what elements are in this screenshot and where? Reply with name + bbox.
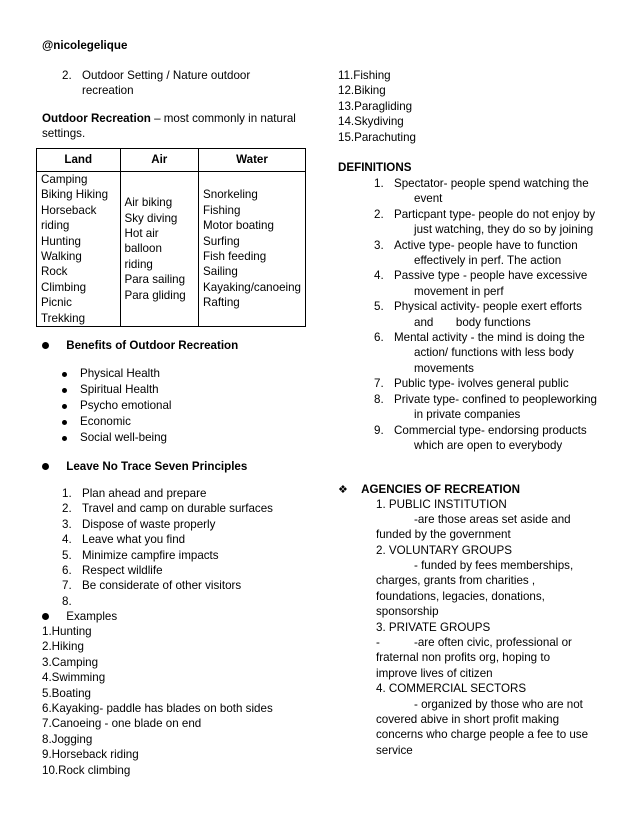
list-item: 7.Canoeing - one blade on end (42, 717, 202, 731)
agency-private-line1: -are often civic, professional or (414, 636, 572, 649)
water-item: Fishing (203, 203, 241, 217)
bullet-icon (42, 342, 49, 349)
agency-commercial-head: 4. COMMERCIAL SECTORS (376, 682, 527, 695)
land-item: Trekking (41, 311, 86, 325)
list-item: 1.Hunting (42, 625, 92, 638)
list-item: 8. Private type- confined to peopleworking (374, 392, 598, 406)
list-item-cont: in private companies (414, 408, 521, 422)
lnt-heading (42, 459, 247, 474)
air-item: Para gliding (124, 288, 186, 302)
bullet-icon (42, 463, 49, 470)
water-item: Sailing (203, 265, 238, 279)
agency-voluntary-line3: foundations, legacies, donations, (376, 590, 545, 603)
list-item: 9. Commercial type- endorsing products (374, 423, 587, 437)
water-cell (199, 172, 306, 327)
bullet-icon (42, 613, 49, 620)
list-item: 1. Spectator- people spend watching the (374, 177, 589, 190)
agency-commercial-line3: concerns who charge people a fee to use (376, 728, 589, 741)
outdoor-recreation-heading (42, 111, 296, 126)
air-item: riding (124, 257, 153, 271)
agency-voluntary-line2: charges, grants from charities , (376, 574, 536, 587)
list-item: 2. Travel and camp on durable surfaces (62, 502, 273, 516)
list-item: 8. (62, 594, 72, 608)
recreation-table (36, 148, 306, 327)
agency-voluntary-line1: - funded by fees memberships, (414, 559, 574, 572)
water-item: Surfing (203, 234, 240, 248)
list-item: 7. Be considerate of other visitors (62, 579, 242, 593)
land-item: Picnic (41, 296, 72, 310)
land-item: Climbing (41, 280, 87, 294)
list-item: 4. Leave what you find (62, 533, 186, 547)
benefits-heading (42, 338, 238, 353)
land-item: Camping (41, 173, 88, 186)
agency-private-line2: fraternal non profits org, hoping to (376, 651, 551, 664)
water-item: Snorkeling (203, 188, 258, 202)
list-item: Psycho emotional (62, 398, 172, 414)
table-header-land: Land (37, 149, 121, 172)
list-item: 2. Particpant type- people do not enjoy by (374, 207, 596, 221)
list-item: 12.Biking (338, 84, 386, 98)
list-item: 3.Camping (42, 655, 99, 669)
agency-public-line1: -are those areas set aside and (414, 513, 571, 526)
list-item: Economic (62, 414, 172, 430)
diamond-bullet-icon: ❖ (338, 484, 348, 496)
agencies-heading (338, 482, 520, 498)
examples-list (42, 624, 273, 778)
agency-public-head: 1. PUBLIC INSTITUTION (376, 498, 507, 511)
bullet-icon (62, 404, 67, 409)
list-item: 11.Fishing (338, 69, 391, 82)
list-item-cont: effectively in perf. The action (414, 254, 562, 268)
agency-commercial-line4: service (376, 744, 413, 757)
outdoor-recreation-desc-cont: settings. (42, 127, 86, 140)
agency-private-head: 3. PRIVATE GROUPS (376, 621, 491, 634)
water-item: Fish feeding (203, 250, 267, 264)
list-item: 3. Active type- people have to function (374, 238, 578, 252)
list-item: 2.Hiking (42, 640, 84, 654)
list-item: 5. Physical activity- people exert efforts (374, 300, 582, 314)
outdoor-recreation-title: Outdoor Recreation (42, 112, 151, 125)
definitions-title: DEFINITIONS (338, 161, 412, 174)
land-item: Hunting (41, 234, 81, 248)
list-item: 4.Swimming (42, 671, 106, 685)
land-item: riding (41, 219, 70, 233)
agency-commercial-line2: covered abive in short profit making (376, 713, 560, 726)
bullet-icon (62, 372, 67, 377)
lnt-title: Leave No Trace Seven Principles (66, 460, 248, 473)
definitions-list (374, 176, 597, 453)
land-item: Biking Hiking (41, 188, 109, 202)
agency-private-dash: - (376, 636, 380, 649)
agency-public-line2: funded by the government (376, 528, 511, 541)
list-item: 5.Boating (42, 686, 91, 700)
table-header-air: Air (120, 149, 199, 172)
list-item: 4. Passive type - people have excessive (374, 269, 588, 283)
list-item-cont: which are open to everybody (414, 438, 563, 452)
benefits-title: Benefits of Outdoor Recreation (66, 339, 239, 352)
agency-private-line3: improve lives of citizen (376, 667, 493, 680)
list-item-cont: event (414, 192, 443, 206)
list-item: 15.Parachuting (338, 130, 416, 144)
list-item: 5. Minimize campfire impacts (62, 548, 219, 562)
list-item: 3. Dispose of waste properly (62, 517, 216, 531)
list-item: 7. Public type- ivolves general public (374, 377, 569, 391)
list-item: 8.Jogging (42, 732, 93, 746)
bullet-icon (62, 420, 67, 425)
outdoor-recreation-desc: – most commonly in natural (150, 112, 296, 125)
list-item: 6. Mental activity - the mind is doing the (374, 331, 585, 345)
agency-voluntary-head: 2. VOLUNTARY GROUPS (376, 544, 512, 557)
land-item: Horseback (41, 203, 97, 217)
list-item: 6.Kayaking- paddle has blades on both sides (42, 702, 273, 716)
air-item: Hot air (124, 226, 159, 240)
examples-continued-list (338, 68, 416, 145)
table-header-water: Water (199, 149, 306, 172)
examples-title: Examples (66, 610, 118, 623)
agency-commercial-line1: - organized by those who are not (414, 698, 583, 711)
item2-number: 2. (62, 69, 72, 82)
list-item: Spiritual Health (62, 382, 172, 398)
benefits-list (62, 366, 172, 446)
list-item: 10.Rock climbing (42, 763, 131, 777)
land-item: Rock (41, 265, 68, 279)
air-item: Para sailing (124, 273, 186, 287)
land-cell (37, 172, 121, 327)
list-item: 9.Horseback riding (42, 748, 139, 762)
list-item-cont: and body functions (414, 315, 531, 329)
list-item: Social well-being (62, 430, 172, 446)
list-item: 1. Plan ahead and prepare (62, 487, 207, 500)
water-item: Motor boating (203, 219, 274, 233)
air-cell (120, 172, 199, 327)
list-item-cont: movements (414, 361, 474, 375)
air-item: Sky diving (124, 211, 178, 225)
list-item: 13.Paragliding (338, 99, 413, 113)
examples-heading (42, 609, 117, 624)
lnt-list (62, 486, 273, 609)
item2-line1: Outdoor Setting / Nature outdoor (82, 69, 251, 82)
air-item: balloon (124, 242, 162, 256)
list-item-cont: movement in perf (414, 284, 504, 298)
water-item: Kayaking/canoeing (203, 280, 301, 294)
agencies-title: AGENCIES OF RECREATION (361, 483, 520, 496)
list-item: Physical Health (62, 366, 172, 382)
land-item: Walking (41, 250, 82, 264)
list-item-cont: action/ functions with less body (414, 346, 574, 360)
water-item: Rafting (203, 296, 240, 310)
list-item-cont: just watching, they do so by joining (414, 223, 594, 237)
item2-line2: recreation (82, 84, 134, 97)
bullet-icon (62, 388, 67, 393)
bullet-icon (62, 436, 67, 441)
list-item: 6. Respect wildlife (62, 564, 163, 578)
air-item: Air biking (124, 196, 173, 210)
author-handle: @nicolegelique (42, 39, 128, 52)
list-item: 14.Skydiving (338, 115, 404, 129)
agency-voluntary-line4: sponsorship (376, 605, 439, 618)
